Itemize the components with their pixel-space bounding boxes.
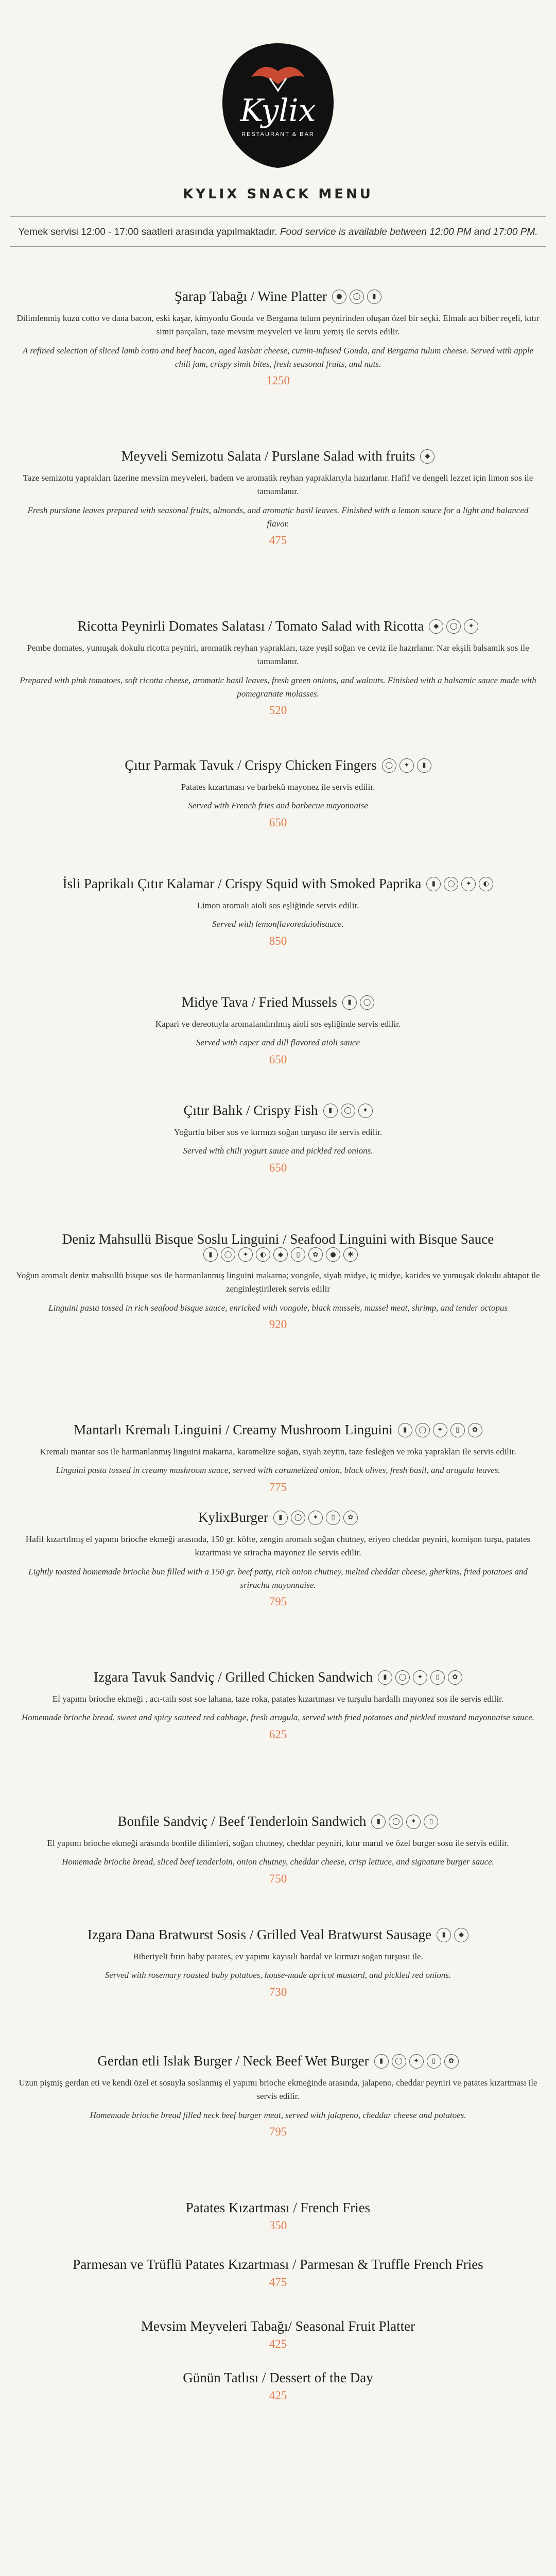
allergen-icons — [378, 1670, 462, 1685]
item-description-en: Served with caper and dill flavored aioli sauce — [196, 1038, 360, 1048]
item-name: Günün Tatlısı / Dessert of the Day — [183, 2370, 373, 2385]
item-description-en: Prepared with pink tomatoes, soft ricotta cheese, aromatic basil leaves, fresh green onions, and walnuts. Finished with a balsamic sauce made with pomegranate molasses. — [20, 675, 536, 699]
allergen-icons — [323, 1104, 373, 1118]
item-name: Bonfile Sandviç / Beef Tenderloin Sandwich — [117, 1814, 367, 1829]
bottle-icon: ▮ — [203, 1247, 218, 1262]
item-header — [15, 2370, 541, 2386]
egg-icon: ◯ — [360, 995, 374, 1010]
item-description-tr: Patates kızartması ve barbekü mayonez ile servis edilir. — [181, 782, 375, 792]
shell-icon: ◐ — [479, 877, 493, 891]
item-price: 650 — [269, 816, 287, 829]
menu-item — [15, 2370, 541, 2402]
allergen-icons — [437, 1928, 468, 1942]
item-description-en: A refined selection of sliced lamb cotto and beef bacon, aged kashar cheese, cumin-infused Gouda, and Bergama tulum cheese. Served with apple chili jam, crispy simit bites, fresh seasonal fruits, and nuts. — [22, 345, 534, 369]
bottle-icon: ▮ — [426, 877, 441, 891]
brand-subtitle: RESTAURANT & BAR — [241, 131, 315, 138]
item-description-tr: Dilimlenmiş kuzu cotto ve dana bacon, eski kaşar, kimyonlu Gouda ve Bergama tulum peynirinden oluşan özel bir seçki. Elmalı acı biber reçeli, kıtır simit parçaları, taze mevsim meyveleri ve kuru yemiş ile servis edilir. — [16, 313, 540, 337]
item-name: Gerdan etli Islak Burger / Neck Beef Wet Burger — [97, 2053, 369, 2069]
item-header — [15, 2257, 541, 2273]
item-header — [15, 289, 541, 304]
brand-logo — [220, 41, 336, 170]
item-header — [15, 2200, 541, 2216]
celery-icon: ✿ — [448, 1670, 462, 1685]
allergen-icons — [342, 995, 374, 1010]
item-description-en: Linguini pasta tossed in rich seafood bisque sauce, enriched with vongole, black mussels, mussel meat, shrimp, and tender octopus — [48, 1302, 508, 1313]
wheat-icon: ✦ — [308, 1511, 323, 1525]
crab-icon: ✱ — [343, 1247, 358, 1262]
allergen-icons — [371, 1815, 438, 1829]
allergen-icons — [273, 1511, 358, 1525]
item-description-en: Served with French fries and barbecue mayonnaise — [188, 801, 368, 811]
item-name: Çıtır Balık / Crispy Fish — [183, 1103, 318, 1118]
egg-icon: ◯ — [341, 1104, 355, 1118]
item-header — [15, 448, 541, 464]
egg-icon: ◯ — [446, 619, 461, 634]
bottle-icon: ▮ — [378, 1670, 392, 1685]
wheat-icon: ✦ — [413, 1670, 427, 1685]
bottle-icon: ▮ — [367, 290, 381, 304]
item-description-en: Homemade brioche bread filled neck beef burger meat, served with jalapeno, cheddar cheese and potatoes. — [90, 2110, 466, 2120]
wheat-icon: ✦ — [461, 877, 476, 891]
milk-icon: ▯ — [326, 1511, 340, 1525]
milk-icon: ▯ — [430, 1670, 445, 1685]
item-price: 475 — [269, 534, 287, 547]
allergen-icons — [420, 449, 435, 464]
hours-en: Food service is available between 12:00 PM and 17:00 PM. — [280, 227, 538, 238]
item-description-tr: Pembe domates, yumuşak dokulu ricotta peyniri, aromatik reyhan yaprakları, taze yeşil soğan ve ceviz ile hazırlanır. Nar ekşili balsamik sos ile tamamlanır. — [27, 643, 529, 667]
menu-item — [15, 618, 541, 717]
item-header — [15, 1422, 541, 1438]
bottle-icon: ▮ — [323, 1104, 338, 1118]
item-price: 425 — [269, 2337, 287, 2350]
item-description-en: Served with rosemary roasted baby potatoes, house-made apricot mustard, and pickled red onions. — [105, 1970, 451, 1980]
menu-item — [15, 1103, 541, 1175]
item-description-en: Homemade brioche bread, sweet and spicy sauteed red cabbage, fresh arugula, served with fried potatoes and pickled mustard mayonnaise sauce. — [21, 1713, 535, 1723]
wheat-icon: ✦ — [399, 758, 414, 773]
menu-item — [15, 1927, 541, 1999]
menu-item — [15, 757, 541, 829]
nut-icon: ● — [332, 290, 346, 304]
fish-icon: ◆ — [454, 1928, 468, 1942]
item-price: 650 — [269, 1161, 287, 1174]
item-description-tr: Limon aromalı aioli sos eşliğinde servis edilir. — [197, 901, 359, 910]
egg-icon: ◯ — [415, 1423, 430, 1437]
milk-icon: ▯ — [291, 1247, 305, 1262]
bottle-icon: ▮ — [417, 758, 431, 773]
item-price: 795 — [269, 2125, 287, 2139]
item-price: 750 — [269, 1872, 287, 1885]
allergen-icons — [203, 1247, 358, 1262]
wheat-icon: ✦ — [406, 1815, 421, 1829]
item-price: 1250 — [266, 374, 290, 387]
item-price: 520 — [269, 704, 287, 717]
item-price: 475 — [269, 2276, 287, 2289]
allergen-icons — [382, 758, 431, 773]
item-header — [15, 994, 541, 1010]
egg-icon: ◯ — [395, 1670, 410, 1685]
item-header — [15, 1669, 541, 1685]
bottle-icon: ▮ — [374, 2054, 389, 2069]
wheat-icon: ✦ — [358, 1104, 373, 1118]
menu-item — [15, 448, 541, 547]
allergen-icons — [429, 619, 478, 634]
item-description-tr: El yapımı brioche ekmeği arasında bonfile dilimleri, soğan chutney, cheddar peyniri, kıtır marul ve özel burger sosu ile servis edilir. — [47, 1838, 509, 1848]
allergen-icons — [374, 2054, 459, 2069]
shell-icon: ◐ — [256, 1247, 270, 1262]
item-description-en: Homemade brioche bread, sliced beef tenderloin, onion chutney, cheddar cheese, crisp lettuce, and signature burger sauce. — [62, 1857, 494, 1867]
bottle-icon: ▮ — [371, 1815, 386, 1829]
item-description-en: Lightly toasted homemade brioche bun filled with a 150 gr. beef patty, rich onion chutney, melted cheddar cheese, gherkins, fried potatoes and sriracha mayonnaise. — [28, 1566, 528, 1590]
bottle-icon: ▮ — [398, 1423, 412, 1437]
item-header — [15, 1510, 541, 1526]
item-price: 425 — [269, 2389, 287, 2402]
allergen-icons — [426, 877, 493, 891]
allergen-icons — [398, 1423, 482, 1437]
item-price: 650 — [269, 1053, 287, 1066]
celery-icon: ✿ — [444, 2054, 459, 2069]
item-price: 795 — [269, 1595, 287, 1608]
menu-item — [15, 2318, 541, 2351]
egg-icon: ◯ — [382, 758, 396, 773]
milk-icon: ▯ — [450, 1423, 465, 1437]
item-description-tr: Kremalı mantar sos ile harmanlanmış linguini makarna, karamelize soğan, siyah zeytin, taze fesleğen ve roka yaprakları ile servis edilir. — [40, 1447, 516, 1456]
item-description-tr: Yoğurtlu biber sos ve kırmızı soğan turşusu ile servis edilir. — [173, 1127, 383, 1137]
menu-item — [15, 994, 541, 1066]
menu-item — [15, 289, 541, 387]
item-name: Izgara Dana Bratwurst Sosis / Grilled Veal Bratwurst Sausage — [87, 1927, 432, 1942]
menu-item — [15, 2053, 541, 2139]
item-name: Izgara Tavuk Sandviç / Grilled Chicken Sandwich — [94, 1669, 373, 1685]
item-description-tr: Kapari ve dereotuyla aromalandırılmış aioli sos eşliğinde servis edilir. — [155, 1019, 401, 1029]
menu-item — [15, 1669, 541, 1741]
item-name: Çıtır Parmak Tavuk / Crispy Chicken Fingers — [125, 757, 377, 773]
egg-icon: ◯ — [444, 877, 458, 891]
item-description-tr: Uzun pişmiş gerdan eti ve kendi özel et sosuyla soslanmış el yapımı brioche ekmeğinde arasında, jalapeno, cheddar peyniri ve patates kızartması ile servis edilir. — [19, 2078, 537, 2102]
egg-icon: ◯ — [221, 1247, 235, 1262]
fish-icon: ◆ — [420, 449, 435, 464]
nut-icon: ● — [326, 1247, 340, 1262]
item-header — [15, 1231, 541, 1262]
menu-item — [15, 2200, 541, 2232]
divider — [10, 246, 546, 247]
item-header — [15, 1814, 541, 1829]
item-description-tr: Yoğun aromalı deniz mahsullü bisque sos ile harmanlanmış linguini makarna; vongole, siyah midye, iç midye, karides ve yumuşak dokulu ahtapot ile zenginleştirilerek servis edilir — [16, 1270, 540, 1294]
wheat-icon: ✦ — [464, 619, 478, 634]
item-header — [15, 1927, 541, 1943]
item-description-tr: Biberiyeli fırın baby patates, ev yapımı kayısılı hardal ve kırmızı soğan turşusu ile. — [133, 1952, 423, 1961]
item-name: Şarap Tabağı / Wine Platter — [175, 289, 327, 304]
item-description-tr: Taze semizotu yaprakları üzerine mevsim meyveleri, badem ve aromatik reyhan yapraklarıyla hazırlanır. Hafif ve dengeli lezzet için limon sos ile tamamlanır. — [23, 473, 533, 497]
wheat-icon: ✦ — [409, 2054, 424, 2069]
item-description-en: Linguini pasta tossed in creamy mushroom sauce, served with caramelized onion, black olives, fresh basil, and arugula leaves. — [56, 1465, 500, 1476]
egg-icon: ◯ — [392, 2054, 406, 2069]
item-description-en: Served with lemonflavoredaiolisauce. — [212, 919, 344, 929]
bottle-icon: ▮ — [273, 1511, 288, 1525]
page-title: KYLIX SNACK MENU — [183, 187, 373, 202]
menu-item — [15, 1814, 541, 1886]
menu-item — [15, 2257, 541, 2289]
divider — [10, 216, 546, 217]
item-price: 625 — [269, 1727, 287, 1741]
fish-icon: ◆ — [273, 1247, 288, 1262]
menu-item — [15, 1510, 541, 1608]
item-name: Midye Tava / Fried Mussels — [181, 994, 338, 1010]
item-name: Ricotta Peynirli Domates Salatası / Tomato Salad with Ricotta — [77, 618, 424, 634]
item-price: 775 — [269, 1480, 287, 1494]
wheat-icon: ✦ — [238, 1247, 253, 1262]
item-header — [15, 757, 541, 773]
item-price: 730 — [269, 1985, 287, 1998]
hours-tr: Yemek servisi 12:00 - 17:00 saatleri arasında yapılmaktadır. — [18, 227, 277, 238]
allergen-icons — [332, 290, 381, 304]
item-price: 920 — [269, 1318, 287, 1331]
milk-icon: ▯ — [427, 2054, 441, 2069]
item-price: 350 — [269, 2219, 287, 2232]
item-price: 850 — [269, 934, 287, 947]
menu-item — [15, 1422, 541, 1494]
celery-icon: ✿ — [308, 1247, 323, 1262]
egg-icon: ◯ — [350, 290, 364, 304]
item-name: Patates Kızartması / French Fries — [185, 2200, 371, 2215]
item-name: Mantarlı Kremalı Linguini / Creamy Mushroom Linguini — [74, 1422, 393, 1437]
item-header — [15, 876, 541, 892]
service-hours — [10, 227, 546, 238]
item-header — [15, 2053, 541, 2069]
celery-icon: ✿ — [468, 1423, 482, 1437]
item-name: Meyveli Semizotu Salata / Purslane Salad with fruits — [121, 448, 415, 464]
celery-icon: ✿ — [343, 1511, 358, 1525]
menu-item — [15, 876, 541, 948]
egg-icon: ◯ — [291, 1511, 305, 1525]
item-description-tr: El yapımı brioche ekmeği , acı-tatlı sost soe lahana, taze roka, patates kızartması ve turşulu hardallı mayonez sos ile servis edilir. — [52, 1694, 504, 1704]
item-header — [15, 2318, 541, 2334]
item-name: Mevsim Meyveleri Tabağı/ Seasonal Fruit Platter — [141, 2318, 415, 2334]
item-name: İsli Paprikalı Çıtır Kalamar / Crispy Squid with Smoked Paprika — [62, 876, 422, 891]
brand-name: Kylix — [240, 93, 316, 129]
milk-icon: ▯ — [424, 1815, 438, 1829]
item-description-tr: Hafif kızartılmış el yapımı brioche ekmeği arasında, 150 gr. köfte, zengin aromalı soğan chutney, eriyen cheddar peyniri, kornişon turşu, patates kızartması ve sriracha mayonez ile servis edilir. — [25, 1534, 531, 1558]
egg-icon: ◯ — [389, 1815, 403, 1829]
item-name: Parmesan ve Trüflü Patates Kızartması / Parmesan & Truffle French Fries — [73, 2257, 483, 2272]
item-description-en: Served with chili yogurt sauce and pickled red onions. — [183, 1146, 373, 1156]
fish-icon: ◆ — [429, 619, 443, 634]
item-description-en: Fresh purslane leaves prepared with seasonal fruits, almonds, and aromatic basil leaves. Finished with a lemon sauce for a light and balanced flavor. — [27, 505, 529, 529]
item-name: Deniz Mahsullü Bisque Soslu Linguini / Seafood Linguini with Bisque Sauce — [62, 1231, 494, 1247]
bottle-icon: ▮ — [437, 1928, 451, 1942]
item-name: KylixBurger — [198, 1510, 268, 1525]
item-header — [15, 618, 541, 634]
bottle-icon: ▮ — [342, 995, 357, 1010]
item-header — [15, 1103, 541, 1118]
wheat-icon: ✦ — [433, 1423, 447, 1437]
menu-item — [15, 1231, 541, 1331]
